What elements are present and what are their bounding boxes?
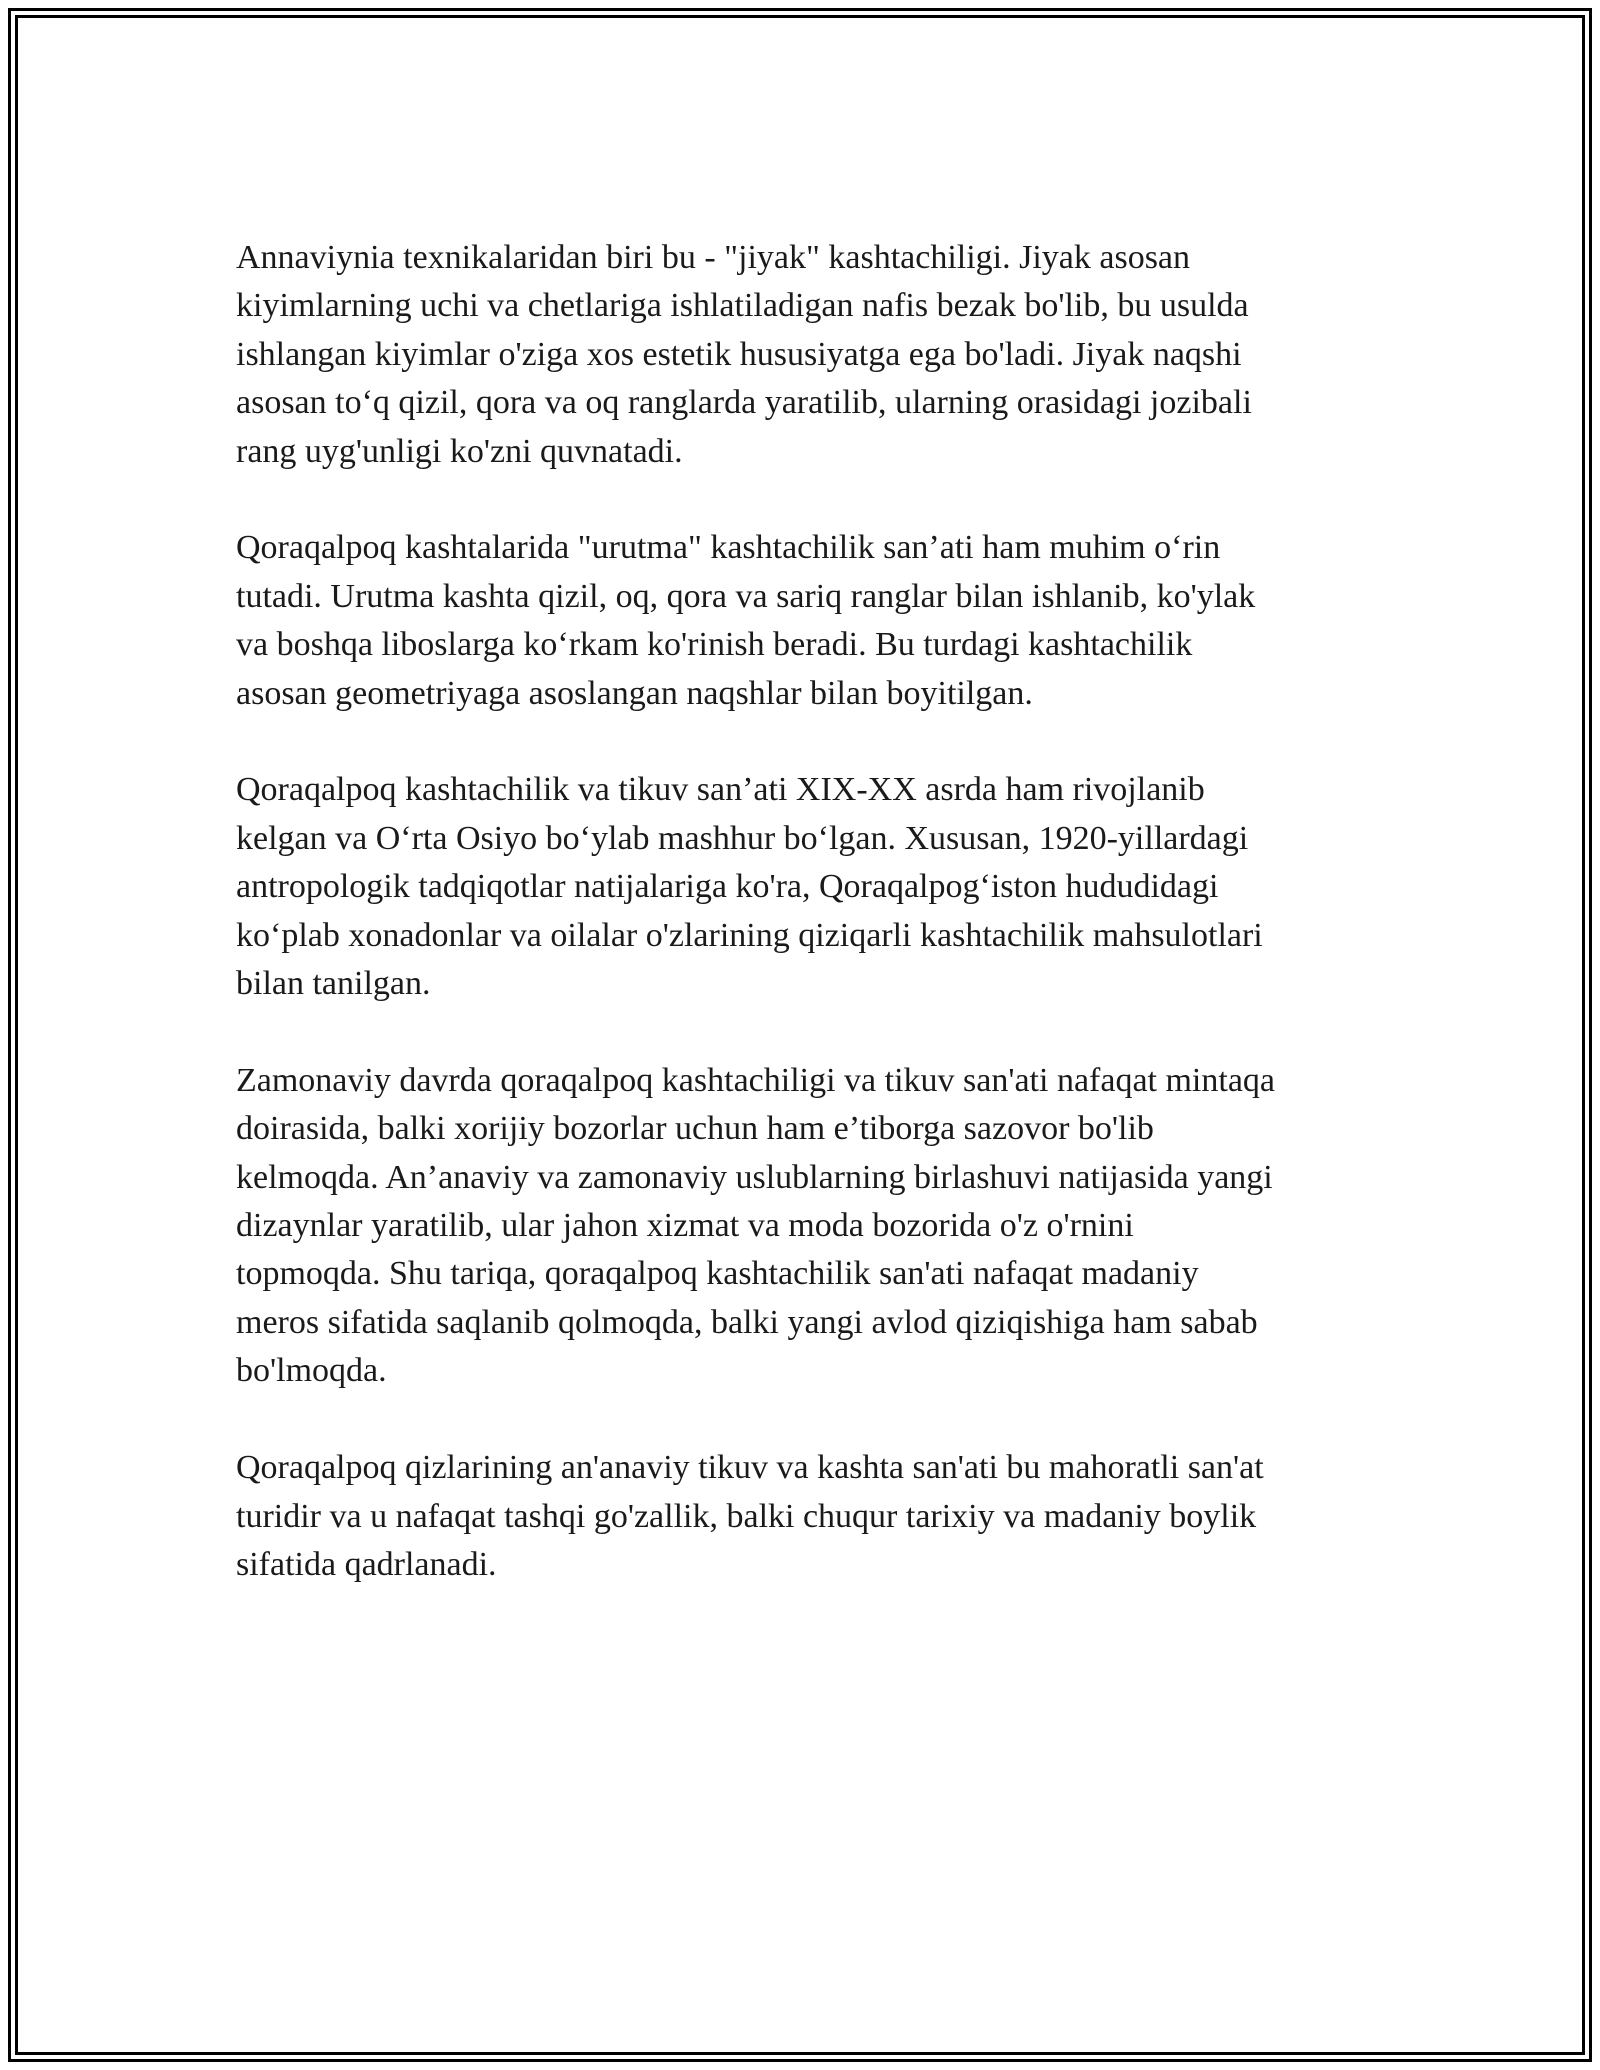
- text-line: antropologik tadqiqotlar natijalariga ko'ra, Qoraqalpog‘iston hududidagi: [236, 868, 1219, 906]
- paragraph-2: [236, 524, 1376, 718]
- text-line: asosan geometriyaga asoslangan naqshlar bilan boyitilgan.: [236, 674, 1033, 712]
- text-line: bo'lmoqda.: [236, 1352, 387, 1390]
- text-line: ko‘plab xonadonlar va oilalar o'zlarining qiziqarli kashtachilik mahsulotlari: [236, 916, 1263, 954]
- text-line: dizaynlar yaratilib, ular jahon xizmat va moda bozorida o'z o'rnini: [236, 1207, 1134, 1245]
- text-line: bilan tanilgan.: [236, 965, 431, 1003]
- text-line: asosan to‘q qizil, qora va oq ranglarda yaratilib, ularning orasidagi jozibali: [236, 384, 1252, 422]
- text-line: kiyimlarning uchi va chetlariga ishlatiladigan nafis bezak bo'lib, bu usulda: [236, 287, 1249, 325]
- paragraph-4: [236, 1057, 1376, 1396]
- text-line: tutadi. Urutma kashta qizil, oq, qora va sariq ranglar bilan ishlanib, ko'ylak: [236, 577, 1256, 615]
- text-line: Qoraqalpoq kashtachilik va tikuv san’ati XIX-XX asrda ham rivojlanib: [236, 771, 1205, 809]
- text-line: turidir va u nafaqat tashqi go'zallik, balki chuqur tarixiy va madaniy boylik: [236, 1497, 1257, 1535]
- text-line: Zamonaviy davrda qoraqalpoq kashtachiligi va tikuv san'ati nafaqat mintaqa: [236, 1061, 1276, 1099]
- text-line: meros sifatida saqlanib qolmoqda, balki yangi avlod qiziqishiga ham sabab: [236, 1303, 1258, 1341]
- text-line: Annaviynia texnikalaridan biri bu - "jiyak" kashtachiligi. Jiyak asosan: [236, 239, 1191, 276]
- text-line: doirasida, balki xorijiy bozorlar uchun ham e’tiborga sazovor bo'lib: [236, 1110, 1154, 1148]
- text-line: ishlangan kiyimlar o'ziga xos estetik hususiyatga ega bo'ladi. Jiyak naqshi: [236, 335, 1242, 373]
- document-body: [236, 234, 1376, 1638]
- paragraph-1: [236, 234, 1376, 476]
- text-line: sifatida qadrlanadi.: [236, 1545, 497, 1583]
- text-line: kelgan va O‘rta Osiyo bo‘ylab mashhur bo‘lgan. Xususan, 1920-yillardagi: [236, 819, 1249, 857]
- paragraph-5: [236, 1444, 1376, 1589]
- paragraph-3: [236, 766, 1376, 1008]
- text-line: kelmoqda. An’anaviy va zamonaviy uslublarning birlashuvi natijasida yangi: [236, 1158, 1273, 1196]
- text-line: va boshqa liboslarga ko‘rkam ko'rinish beradi. Bu turdagi kashtachilik: [236, 626, 1193, 664]
- text-line: rang uyg'unligi ko'zni quvnatadi.: [236, 432, 683, 470]
- text-line: topmoqda. Shu tariqa, qoraqalpoq kashtachilik san'ati nafaqat madaniy: [236, 1255, 1199, 1293]
- text-line: Qoraqalpoq qizlarining an'anaviy tikuv va kashta san'ati bu mahoratli san'at: [236, 1449, 1264, 1487]
- text-line: Qoraqalpoq kashtalarida "urutma" kashtachilik san’ati ham muhim o‘rin: [236, 529, 1221, 567]
